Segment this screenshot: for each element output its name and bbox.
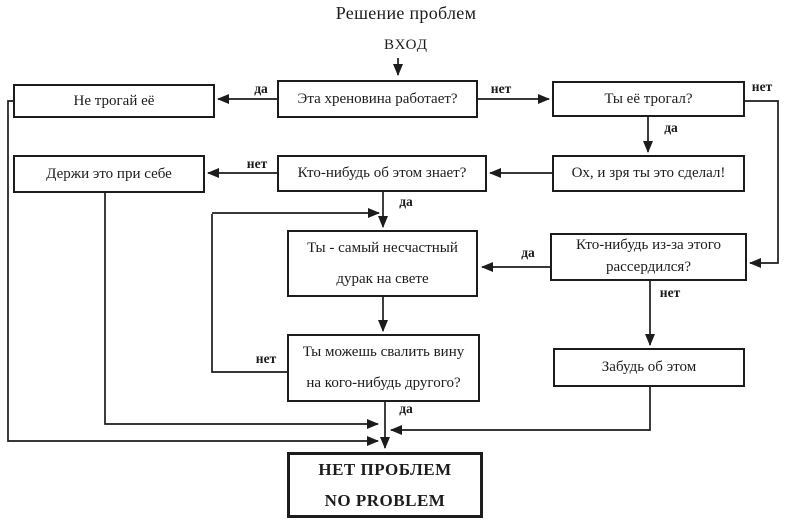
entry-label: ВХОД xyxy=(383,37,429,53)
edge-label-angry-yes: да xyxy=(521,245,535,260)
edge-label-works-no: нет xyxy=(490,81,512,96)
node-no-problem xyxy=(287,452,483,518)
edge-label-knows-yes: да xyxy=(399,194,413,209)
node-dont-touch: Не трогай её xyxy=(13,84,215,118)
edge-blame-no-loop xyxy=(212,214,287,372)
edge-label-blame-yes: да xyxy=(399,401,413,416)
node-fool-line2: дурак на свете xyxy=(336,270,429,287)
node-blame-line2: на кого-нибудь другого? xyxy=(306,375,461,391)
node-fool-line1: Ты - самый несчастный xyxy=(307,239,458,256)
page-title: Решение проблем xyxy=(335,3,477,23)
node-fool xyxy=(287,230,478,297)
node-regret: Ох, и зря ты это сделал! xyxy=(552,155,745,192)
node-angry-line2: рассердился? xyxy=(606,259,691,275)
edge-label-touched-no: нет xyxy=(751,79,773,94)
node-no-problem-line1: НЕТ ПРОБЛЕМ xyxy=(318,459,452,479)
edge-label-knows-no: нет xyxy=(246,156,268,171)
node-blame-line1: Ты можешь свалить вину xyxy=(302,344,465,361)
node-forget: Забудь об этом xyxy=(553,348,745,387)
edge-label-blame-no: нет xyxy=(255,351,277,366)
node-blame xyxy=(287,334,480,402)
edge-label-touched-yes: да xyxy=(664,120,678,135)
node-angry xyxy=(550,233,747,281)
node-touched: Ты её трогал? xyxy=(552,81,745,117)
node-angry-line1: Кто-нибудь из-за этого xyxy=(575,237,722,254)
edge-touched-no xyxy=(745,101,778,263)
node-knows: Кто-нибудь об этом знает? xyxy=(277,155,487,192)
node-works: Эта хреновина работает? xyxy=(277,80,478,118)
node-no-problem-line2: NO PROBLEM xyxy=(324,491,446,510)
node-keep-secret: Держи это при себе xyxy=(13,155,205,193)
edge-label-angry-no: нет xyxy=(659,285,681,300)
edge-label-works-yes: да xyxy=(254,81,268,96)
